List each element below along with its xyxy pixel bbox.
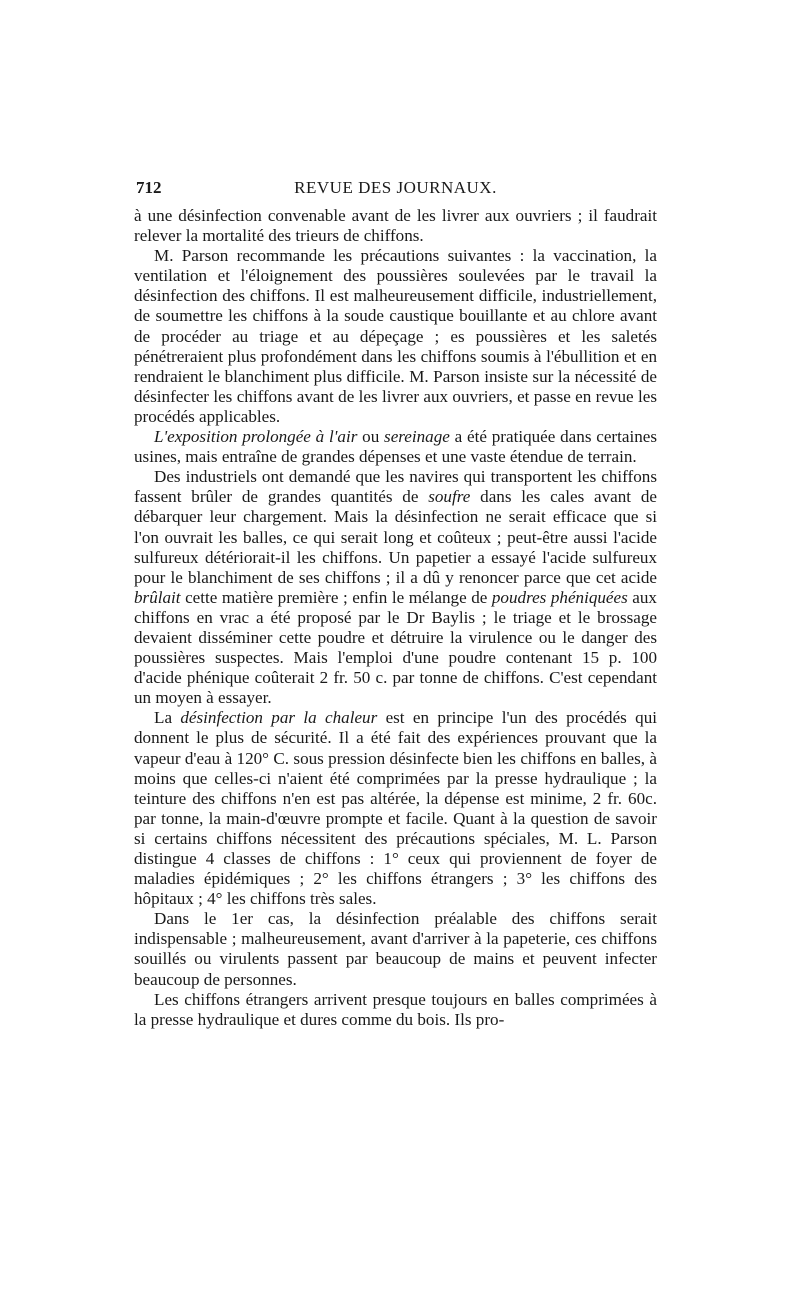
running-title: REVUE DES JOURNAUX. <box>294 178 497 197</box>
paragraph-text: ou <box>357 427 385 447</box>
paragraph-text: Dans le 1er cas, la désinfection préalable des chiffons serait indispensable ; malheureusement, avant d'arriver à la papeterie, ces chiffons souillés ou virulents passent par beaucoup de mains et peuvent infecter beaucoup de personnes. <box>134 909 657 989</box>
paragraph-text: aux chiffons en vrac a été proposé par le Dr Baylis ; le triage et le brossage devaient disséminer cette poudre et détruire la virulence ou le danger des poussières suspectes. Mais l'emploi d'une poudre contenant 15 p. 100 d'acide phénique coûterait 2 fr. 50 c. par tonne de chiffons. C'est cependant un moyen à essayer. <box>134 587 657 708</box>
paragraph-5 <box>134 708 657 909</box>
emphasis-text: sereinage <box>384 427 450 447</box>
paragraph-6 <box>134 909 657 989</box>
emphasis-text: L'exposition prolongée à l'air <box>154 427 358 447</box>
paragraph-text: est en principe l'un des procédés qui donnent le plus de sécurité. Il a été fait des expériences prouvant que la vapeur d'eau à 120° C. sous pression désinfecte bien les chiffons en balles, à moins que celles-ci n'aient été comprimées par la presse hydraulique ; la teinture des chiffons n'en est pas altérée, la dépense est minime, 2 fr. 60c. par tonne, la main-d'œuvre prompte et facile. Quant à la question de savoir si certains chiffons nécessitent des précautions spéciales, M. L. Parson distingue 4 classes de chiffons : 1° ceux qui proviennent de foyer de maladies épidémiques ; 2° les chiffons étrangers ; 3° les chiffons des hôpitaux ; 4° les chiffons très sales. <box>134 708 657 909</box>
emphasis-text: désinfection par la chaleur <box>180 708 378 728</box>
paragraph-2 <box>134 246 657 427</box>
paragraph-text: a été pratiquée dans certaines usines, mais entraîne de grandes dépenses et une vaste étendue de terrain. <box>134 427 657 467</box>
paragraph-4 <box>134 467 657 708</box>
paragraph-text: cette matière première ; enfin le mélange de <box>180 587 492 607</box>
emphasis-text: poudres phéniquées <box>491 587 628 607</box>
paragraph-text: Les chiffons étrangers arrivent presque toujours en balles comprimées à la presse hydraulique et dures comme du bois. Ils pro- <box>134 989 657 1029</box>
paragraph-7 <box>134 990 657 1030</box>
emphasis-text: brûlait <box>134 587 181 607</box>
paragraph-text: La <box>154 708 181 728</box>
paragraph-text: à une désinfection convenable avant de les livrer aux ouvriers ; il faudrait relever la mortalité des trieurs de chiffons. <box>134 206 657 246</box>
paragraph-text: Des industriels ont demandé que les navires qui transportent les chiffons fassent brûler de grandes quantités de <box>134 467 657 507</box>
page-number: 712 <box>136 178 162 197</box>
article-body <box>134 206 657 1030</box>
paragraph-1 <box>134 206 657 246</box>
page-header <box>134 176 657 200</box>
paragraph-3 <box>134 427 657 467</box>
paragraph-text: M. Parson recommande les précautions suivantes : la vaccination, la ventilation et l'éloignement des poussières soulevées par le travail la désinfection des chiffons. Il est malheureusement difficile, industriellement, de soumettre les chiffons à la soude caustique bouillante et au chlore avant de procéder au triage et au dépeçage ; es poussières et les saletés pénétreraient plus profondément dans les chiffons soumis à l'ébullition et en rendraient le blanchiment plus difficile. M. Parson insiste sur la nécessité de désinfecter les chiffons avant de les livrer aux ouvriers, et passe en revue les procédés applicables. <box>134 246 657 426</box>
paragraph-text: dans les cales avant de débarquer leur chargement. Mais la désinfection ne serait efficace que si l'on ouvrait les balles, ce qui serait long et coûteux ; peut-être aussi l'acide sulfureux détériorait-il les chiffons. Un papetier a essayé l'acide sulfureux pour le blanchiment de ses chiffons ; il a dû y renoncer parce que cet acide <box>134 487 657 587</box>
emphasis-text: soufre <box>428 487 471 507</box>
